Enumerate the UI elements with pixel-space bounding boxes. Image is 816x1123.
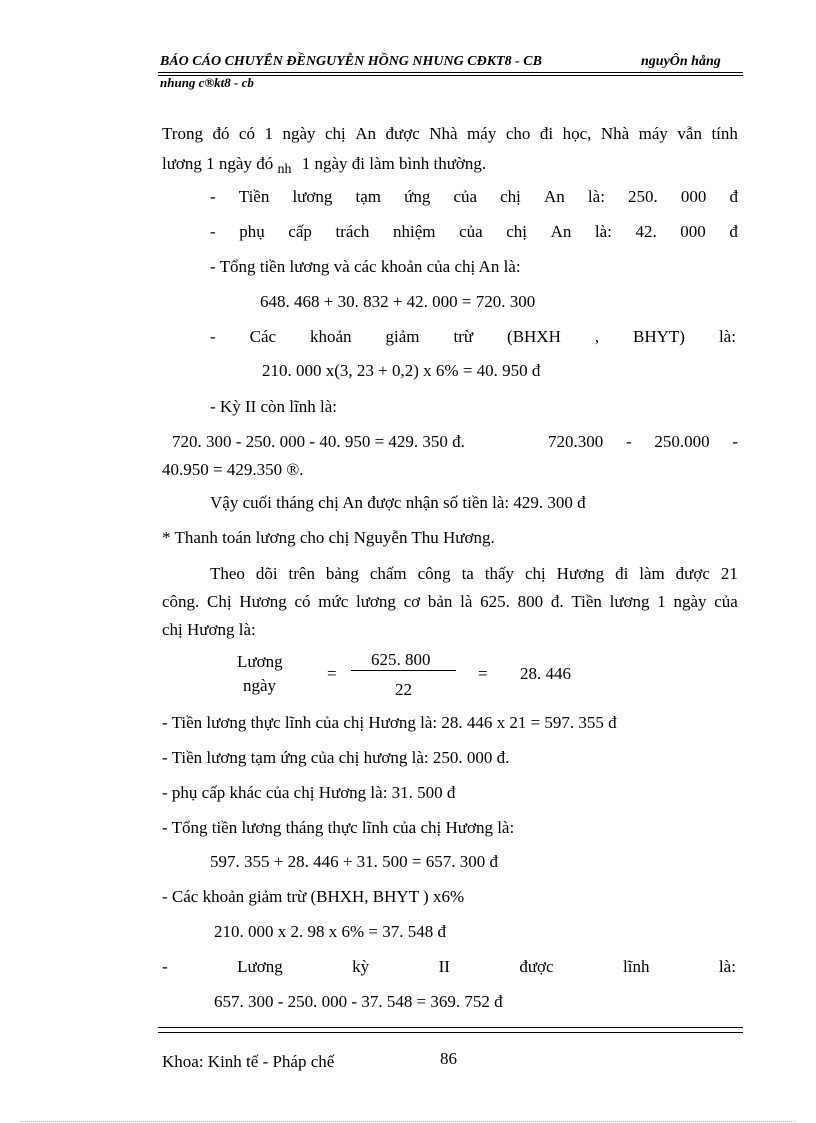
word: 21 (720, 564, 738, 583)
word: trên (288, 564, 315, 583)
word: - (732, 432, 738, 451)
text-line: - Tiền lương tạm ứng của chị hương là: 250. 000 đ. (162, 748, 510, 767)
word: của (714, 592, 738, 611)
word: Nhà (429, 124, 458, 143)
deduction-formula: 210. 000 x(3, 23 + 0,2) x 6% = 40. 950 đ (262, 361, 541, 380)
header-subtitle: nhung c®kt8 - cb (160, 75, 254, 90)
word: lĩnh (623, 957, 650, 976)
fraction-bar (351, 670, 456, 671)
word: đ (729, 222, 738, 241)
word: có (238, 124, 255, 143)
word: được (519, 957, 554, 976)
word: Hương (556, 564, 605, 583)
paragraph-line (162, 592, 738, 612)
word: kỳ (352, 957, 370, 976)
word: công. (162, 592, 200, 611)
ky2-formula: 720. 300 - 250. 000 - 40. 950 = 429. 350 đ. (172, 432, 465, 451)
word: của (459, 222, 483, 241)
word: trừ (453, 327, 474, 346)
equals-sign: = (327, 664, 337, 683)
word: mức (318, 592, 349, 611)
word: trách (335, 222, 370, 241)
word: chị (506, 222, 527, 241)
fraction-numerator: 625. 800 (371, 650, 431, 669)
word: cơ (403, 592, 421, 611)
word: máy (638, 124, 668, 143)
word: 42. (635, 222, 657, 241)
word: 000 (680, 222, 706, 241)
text-line: - Các khoản giảm trừ (BHXH, BHYT ) x6% (162, 887, 465, 906)
word: , (594, 327, 600, 346)
word: 720.300 (548, 432, 604, 451)
paragraph-line (162, 124, 738, 144)
word: tạm (355, 187, 381, 206)
word: 1 (657, 592, 666, 611)
word: đi (539, 124, 554, 143)
word: chị (324, 124, 346, 143)
word: (BHXH (507, 327, 561, 346)
word: khoản (310, 327, 352, 346)
word: 000 (680, 187, 707, 206)
word: làm (639, 564, 665, 583)
word: 250. (628, 187, 658, 206)
word: ta (461, 564, 474, 583)
word: phụ (239, 222, 265, 241)
page-edge (20, 1121, 796, 1122)
word: chấm (369, 564, 407, 583)
word: là (460, 592, 473, 611)
word: Các (249, 327, 277, 346)
word: - (210, 187, 216, 206)
word: cấp (288, 222, 312, 241)
word: đ (729, 187, 738, 206)
word: BHYT) (633, 327, 685, 346)
word: 1 (264, 124, 273, 143)
word: có (294, 592, 311, 611)
word: Hương (239, 592, 287, 611)
word: là: (718, 957, 736, 976)
conclusion-line: Vậy cuối tháng chị An được nhận số tiền là: 429. 300 đ (210, 493, 586, 512)
ky2-formula-alt (548, 432, 738, 452)
word: dõi (255, 564, 278, 583)
total-formula: 648. 468 + 30. 832 + 42. 000 = 720. 300 (260, 292, 536, 311)
page-number: 86 (440, 1049, 457, 1068)
fraction-label: Lương (237, 652, 283, 671)
word: thấy (484, 564, 515, 583)
paragraph-line (162, 154, 486, 176)
subscript-fragment: nh (277, 162, 292, 177)
header-rule (158, 72, 743, 73)
allowance-line (210, 222, 738, 242)
word: là: (594, 222, 612, 241)
word: của (453, 187, 478, 206)
word: chị (500, 187, 521, 206)
text-line: - Tổng tiền lương tháng thực lĩnh của chị Hương là: (162, 818, 515, 837)
word: Chị (207, 592, 232, 611)
word: Lương (237, 957, 283, 976)
word: An (544, 187, 565, 206)
word: chị (524, 564, 546, 583)
formula-line: 657. 300 - 250. 000 - 37. 548 = 369. 752 đ (214, 992, 503, 1011)
deduction-line (210, 327, 736, 347)
word: đ. (550, 592, 564, 611)
advance-line (210, 187, 738, 207)
paragraph-line (210, 564, 738, 584)
word: An (355, 124, 377, 143)
text-fragment: lương 1 ngày đó (162, 154, 274, 173)
word: là: (718, 327, 736, 346)
fraction-denominator: 22 (395, 680, 412, 699)
word: vẫn (677, 124, 702, 143)
fraction-label: ngày (243, 676, 277, 695)
word: được (675, 564, 710, 583)
word: Tiền (571, 592, 602, 611)
word: học, (562, 124, 592, 143)
formula-line: 210. 000 x 2. 98 x 6% = 37. 548 đ (214, 922, 446, 941)
footer-faculty: Khoa: Kinh tế - Pháp chế (162, 1052, 335, 1071)
ky2-formula-alt-cont: 40.950 = 429.350 ®. (162, 460, 304, 479)
word: ngày (282, 124, 316, 143)
text-line: - phụ cấp khác của chị Hương là: 31. 500 đ (162, 783, 456, 802)
word: II (438, 957, 450, 976)
total-label: - Tổng tiền lương và các khoản của chị An là: (210, 257, 521, 276)
header-author: nguyÔn hång (641, 54, 721, 69)
word: 800 (517, 592, 544, 611)
word: - (162, 957, 168, 976)
word: Theo (210, 564, 245, 583)
text-line: - Tiền lương thực lĩnh của chị Hương là: 28. 446 x 21 = 597. 355 đ (162, 713, 617, 732)
text-fragment: 1 ngày đi làm bình thường. (301, 154, 487, 173)
section-title: * Thanh toán lương cho chị Nguyễn Thu Hương. (162, 528, 495, 547)
word: máy (467, 124, 497, 143)
word: được (385, 124, 420, 143)
word: ngày (673, 592, 707, 611)
word: lương (355, 592, 396, 611)
ky2-label: - Kỳ II còn lĩnh là: (210, 397, 337, 416)
word: bảng (325, 564, 359, 583)
paragraph-line: chị Hương là: (162, 620, 256, 639)
footer-rule-2 (158, 1032, 743, 1033)
footer-rule (158, 1027, 743, 1028)
word: nhiệm (393, 222, 436, 241)
header-title: BÁO CÁO CHUYÊN ĐỀNGUYỄN HỒNG NHUNG CĐKT8 - CB (160, 54, 542, 69)
word: Tiền (238, 187, 270, 206)
word: lương (609, 592, 650, 611)
word: ứng (404, 187, 431, 206)
word: tính (711, 124, 738, 143)
word: giảm (385, 327, 420, 346)
word: - (210, 327, 216, 346)
word: 250.000 (654, 432, 710, 451)
word: - (625, 432, 632, 451)
word: lương (292, 187, 333, 206)
word: đi (615, 564, 629, 583)
word: An (550, 222, 572, 241)
fraction-result: 28. 446 (520, 664, 571, 683)
word: là: (587, 187, 605, 206)
word: công (417, 564, 451, 583)
word: Trong (162, 124, 203, 143)
word: 625. (480, 592, 510, 611)
word: bản (427, 592, 453, 611)
text-line (162, 957, 736, 977)
word: cho (505, 124, 531, 143)
word: đó (212, 124, 230, 143)
word: - (210, 222, 216, 241)
word: Nhà (600, 124, 630, 143)
equals-sign: = (478, 664, 488, 683)
formula-line: 597. 355 + 28. 446 + 31. 500 = 657. 300 đ (210, 852, 499, 871)
